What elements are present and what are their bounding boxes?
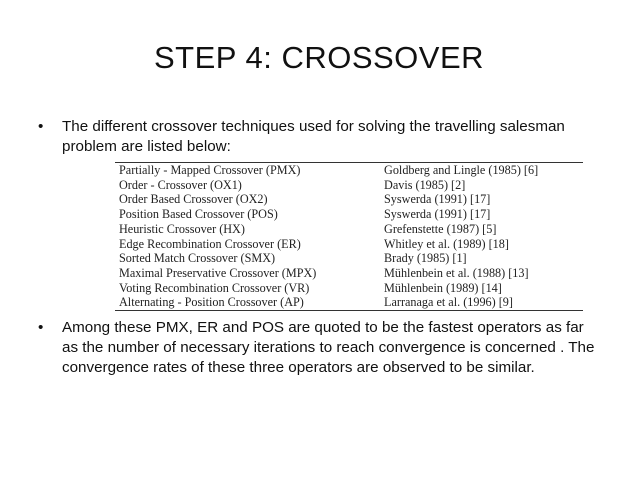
technique-cell: Heuristic Crossover (HX) xyxy=(119,221,245,236)
technique-cell: Maximal Preservative Crossover (MPX) xyxy=(119,265,317,280)
bullet-text: The different crossover techniques used for solving the travelling salesman problem are listed below: xyxy=(62,118,565,155)
technique-cell: Partially - Mapped Crossover (PMX) xyxy=(119,163,301,178)
reference-cell: Whitley et al. (1989) [18] xyxy=(384,236,509,251)
table-row xyxy=(115,295,583,310)
reference-cell: Syswerda (1991) [17] xyxy=(384,192,491,207)
technique-cell: Alternating - Position Crossover (AP) xyxy=(119,295,304,310)
reference-cell: Mühlenbein et al. (1988) [13] xyxy=(384,265,529,280)
table-row xyxy=(115,251,583,266)
table-row xyxy=(115,178,583,193)
reference-cell: Goldberg and Lingle (1985) [6] xyxy=(384,163,539,178)
reference-cell: Mühlenbein (1989) [14] xyxy=(384,280,502,295)
table-row xyxy=(115,222,583,237)
table-row xyxy=(115,207,583,222)
technique-cell: Order Based Crossover (OX2) xyxy=(119,192,268,207)
bullet-conclusion xyxy=(38,318,598,378)
slide-title: STEP 4: CROSSOVER xyxy=(153,40,485,75)
table-row xyxy=(115,192,583,207)
crossover-techniques-table xyxy=(115,162,583,311)
bullet-text: Among these PMX, ER and POS are quoted to be the fastest operators as far as the number of necessary iterations to reach convergence is concerned . The convergence rates of these three operators are observed to be similar. xyxy=(62,319,595,376)
bullet-marker: • xyxy=(38,118,44,135)
reference-cell: Larranaga et al. (1996) [9] xyxy=(384,295,513,310)
technique-cell: Voting Recombination Crossover (VR) xyxy=(119,280,310,295)
reference-cell: Grefenstette (1987) [5] xyxy=(384,221,497,236)
table-row xyxy=(115,163,583,178)
technique-cell: Sorted Match Crossover (SMX) xyxy=(119,251,276,266)
reference-cell: Brady (1985) [1] xyxy=(384,251,467,266)
table-row xyxy=(115,281,583,296)
technique-cell: Order - Crossover (OX1) xyxy=(119,177,242,192)
reference-cell: Davis (1985) [2] xyxy=(384,177,466,192)
reference-cell: Syswerda (1991) [17] xyxy=(384,207,491,222)
technique-cell: Position Based Crossover (POS) xyxy=(119,207,278,222)
technique-cell: Edge Recombination Crossover (ER) xyxy=(119,236,301,251)
table-row xyxy=(115,266,583,281)
bullet-marker: • xyxy=(38,319,44,336)
table-row xyxy=(115,236,583,251)
bullet-intro xyxy=(38,117,598,157)
